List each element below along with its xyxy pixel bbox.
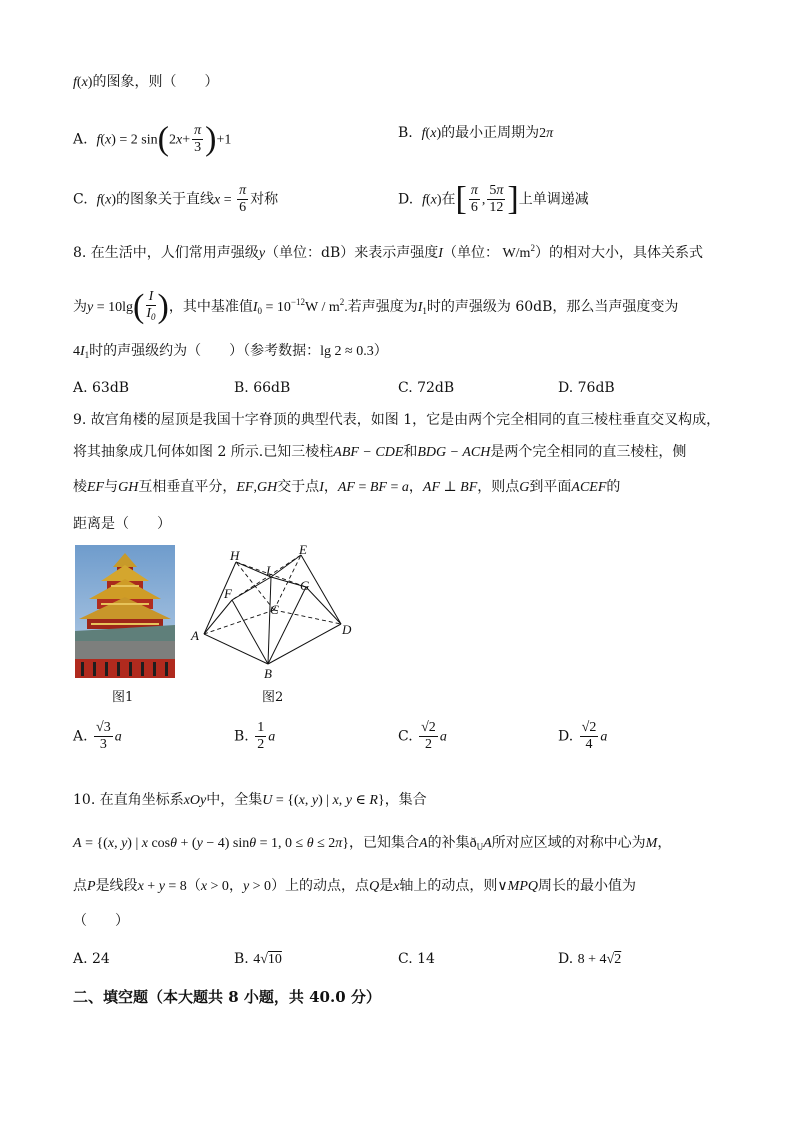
q8-option-b: B. 66dB <box>234 380 291 396</box>
q10-line-2: A = {(x, y) | x cosθ + (y − 4) sinθ = 1, 0 ≤ θ ≤ 2π}，已知集合A的补集$ð_UA$所对应区域的对称中心为M， <box>73 835 672 852</box>
q8-line-1: 8. 在生活中，人们常用声强级y（单位：dB）来表示声强度I（单位： $W/m^2$）的相对大小，具体关系式 <box>73 243 703 261</box>
q9-option-d: D. $\frac{√2}{4}$ a <box>558 720 608 752</box>
vertex-label-f: F <box>224 586 232 601</box>
vertex-label-a: A <box>191 628 199 643</box>
q7-option-d: D. f(x)在[ $\frac{\pi}{6}$ , $\frac{5\pi}{12}$ ]上单调递减 <box>398 180 589 218</box>
figure-2-caption: 图2 <box>262 690 284 705</box>
vertex-label-b: B <box>264 666 272 681</box>
q10-line-3: 点P是线段x + y = 8（x > 0，y > 0）上的动点，点Q是x轴上的动点，则∨MPQ周长的最小值为 <box>73 878 636 894</box>
q9-line-4: 距离是（ ） <box>73 516 171 532</box>
q10-option-b: B. 4√10 <box>234 951 282 967</box>
q7-stem-tail: f(x)的图象，则（ ） <box>73 74 219 90</box>
q8-line-2: 为y = 10lg( $\frac{I}{I_0}$ )，其中基准值$I_0 = 10^{-12}W / m^2$.若声强度为$I_1$时的声强级为 60dB，那么当声强度变为 <box>73 288 679 325</box>
vertex-label-g: G <box>300 578 310 593</box>
figure-1-caption: 图1 <box>112 690 134 705</box>
q8-option-d: D. 76dB <box>558 380 615 396</box>
q9-line-3: 棱EF与GH互相垂直平分，EF,GH交于点I，AF = BF = a，AF ⊥ BF，则点G到平面ACEF的 <box>73 479 621 495</box>
section-heading-fill-in: 二、填空题（本大题共 8 小题，共 40.0 分） <box>73 988 381 1006</box>
q10-option-a: A. 24 <box>73 951 110 967</box>
q10-option-d: D. 8 + 4√2 <box>558 951 622 967</box>
q10-line-4: （ ） <box>73 913 129 929</box>
q9-option-a: A. $\frac{√3}{3}$ a <box>73 720 122 752</box>
q10-option-c: C. 14 <box>398 951 435 967</box>
q8-option-a: A. 63dB <box>73 380 130 396</box>
q9-option-c: C. $\frac{√2}{2}$ a <box>398 720 447 752</box>
vertex-label-e: E <box>299 542 307 557</box>
corner-tower-photo <box>75 545 175 678</box>
q8-option-c: C. 72dB <box>398 380 455 396</box>
corner-tower-illustration <box>75 545 175 678</box>
q9-option-b: B. $\frac{1}{2}$ a <box>234 720 276 752</box>
vertex-label-c: C <box>270 602 279 617</box>
q8-line-3: $4I_1$时的声强级约为（ ）（参考数据：lg 2 ≈ 0.3） <box>73 343 388 360</box>
q7-option-c: C. f(x)的图象关于直线x = $\frac{\pi}{6}$ 对称 <box>73 183 279 215</box>
q9-line-2: 将其抽象成几何体如图 2 所示.已知三棱柱ABF − CDE和BDG − ACH是两个完全相同的直三棱柱，侧 <box>73 444 687 460</box>
vertex-label-d: D <box>342 622 352 637</box>
vertex-label-h: H <box>230 548 240 563</box>
cross-ridge-geometry-figure <box>188 542 358 682</box>
q9-line-1: 9. 故宫角楼的屋顶是我国十字脊顶的典型代表，如图 1，它是由两个完全相同的直三棱柱垂直交叉构成， <box>73 412 721 428</box>
q7-option-b: B. f(x)的最小正周期为2π <box>398 125 554 141</box>
q7-option-a: A. f(x) = 2 sin(2x+ $\frac{\pi}{3}$ )+1 <box>73 120 232 158</box>
q10-line-1: 10. 在直角坐标系xOy中，全集U = {(x, y) | x, y ∈ R}，集合 <box>73 792 427 808</box>
vertex-label-i: I <box>266 563 271 578</box>
